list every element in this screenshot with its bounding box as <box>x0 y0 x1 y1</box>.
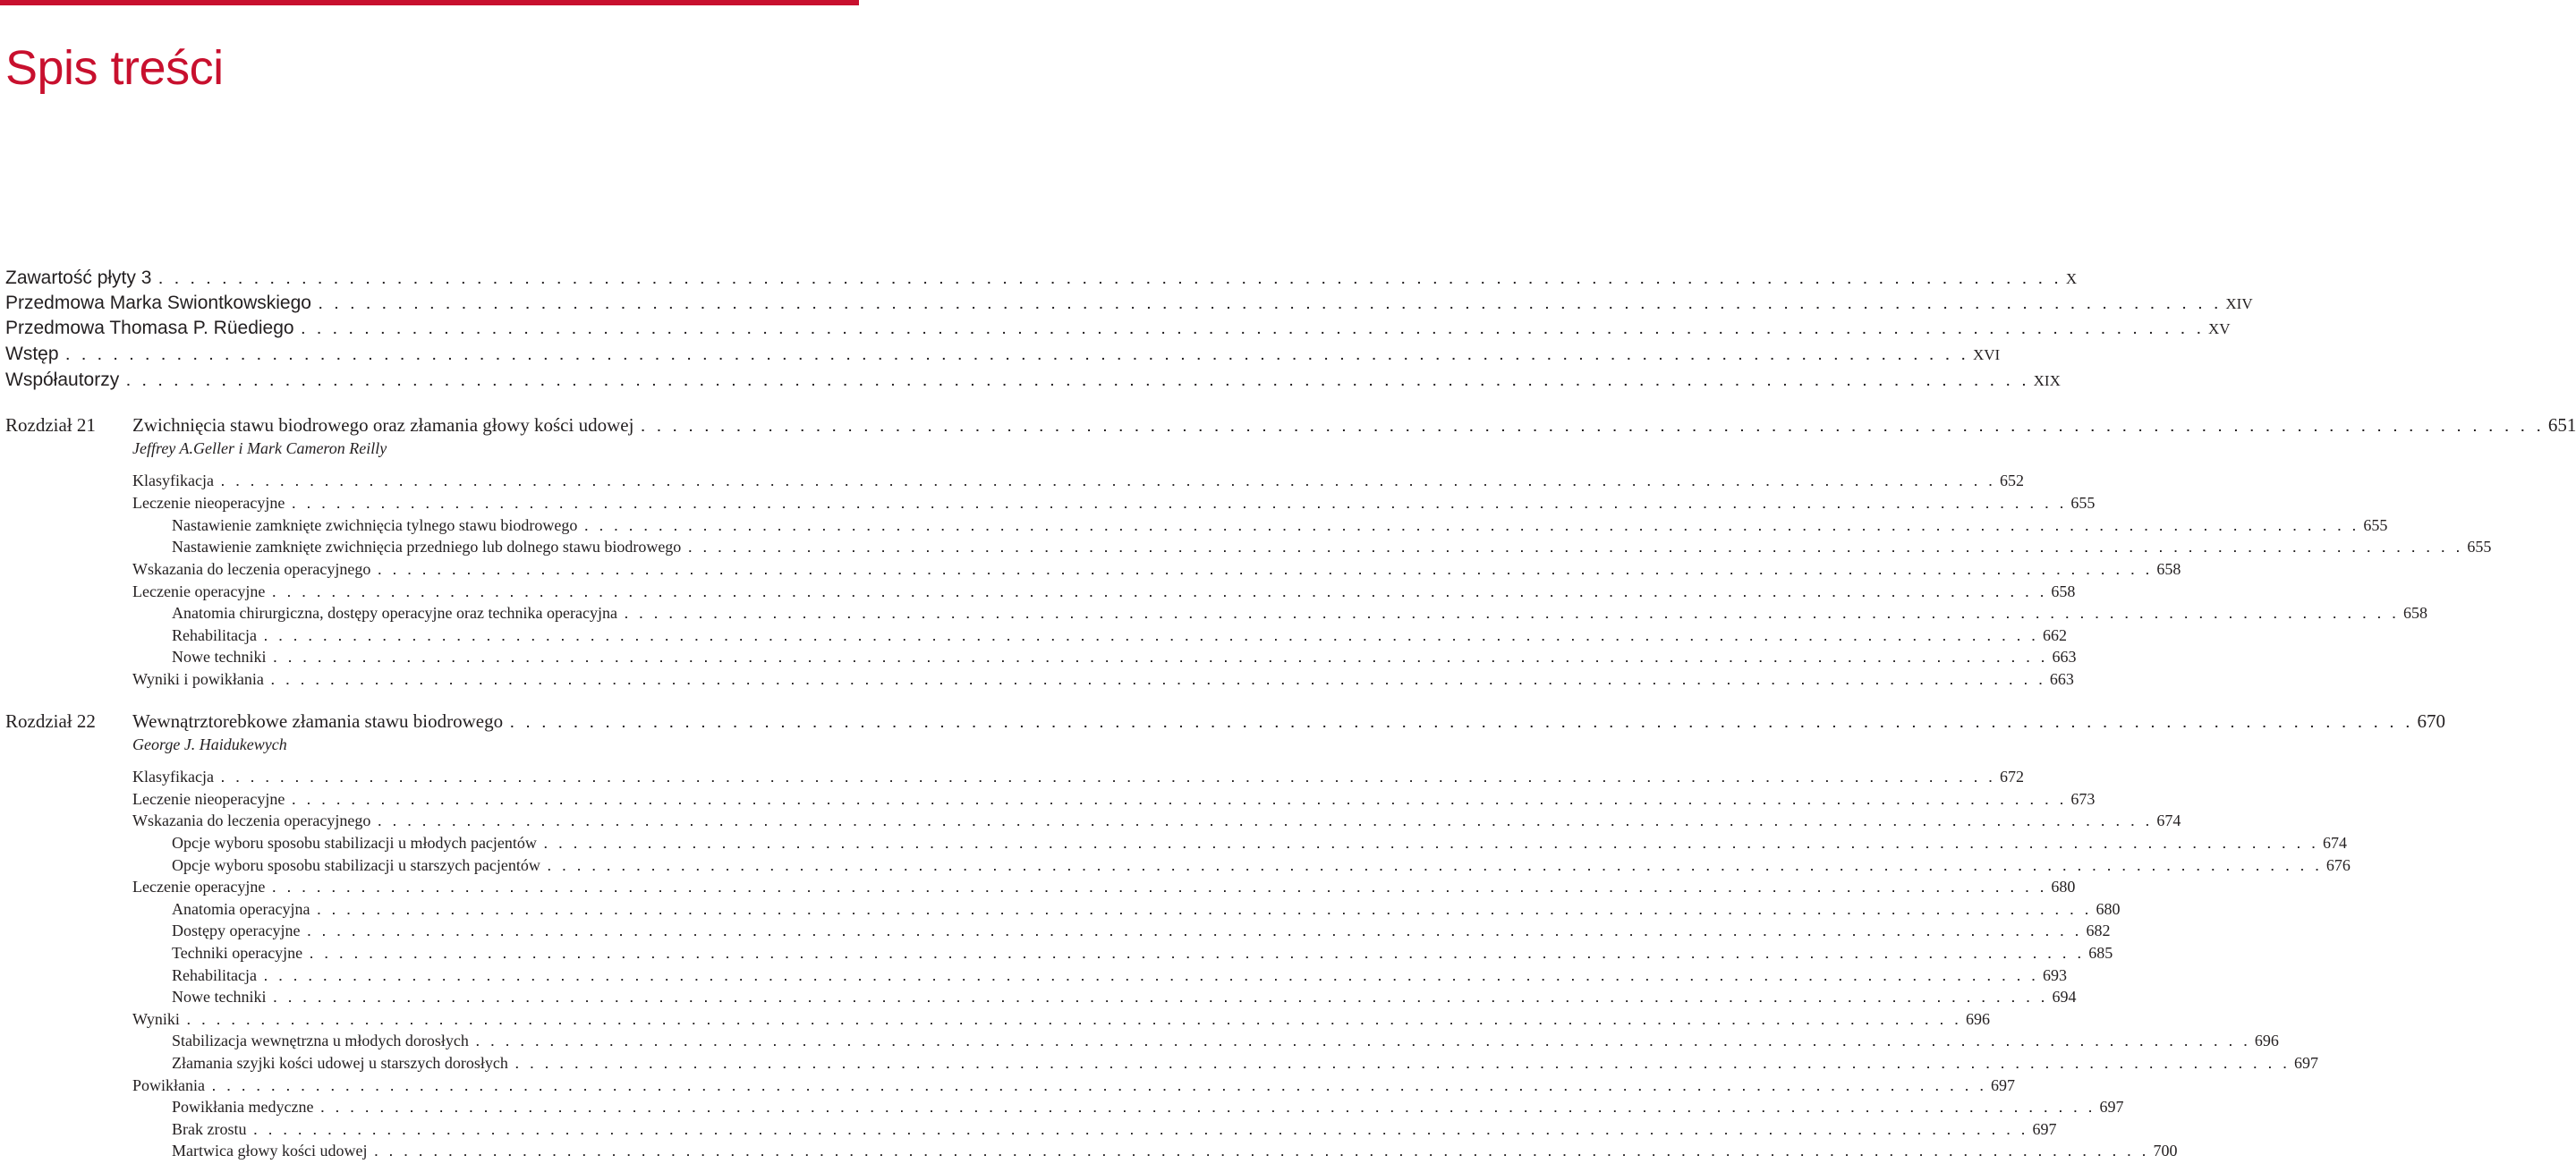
toc-entry[interactable] <box>172 856 2351 875</box>
leader-dots: . . . . . . . . . . . . . . . . . . . . . . . . . . . . . . . . . . . . . . . . . . . . . . . . . . . . . . . . . . . . . . . . . . . . . . . . . . . . . . . . . . . . . . . . . . . . . . . . . . . . . . . . . . . . . . . . . . . . . . . . <box>64 350 1968 364</box>
chapter-title: Wewnątrztorebkowe złamania stawu biodrowego <box>132 710 504 732</box>
toc-entry[interactable] <box>172 966 2067 985</box>
entry-page: 676 <box>2325 856 2351 874</box>
entry-page: 662 <box>2042 626 2067 644</box>
entry-label: Powikłania <box>132 1076 205 1094</box>
entry-label: Przedmowa Marka Swiontkowskiego <box>5 293 311 313</box>
entry-page: X <box>2065 270 2078 287</box>
leader-dots: . . . . . . . . . . . . . . . . . . . . . . . . . . . . . . . . . . . . . . . . . . . . . . . . . . . . . . . . . . . . . . . . . . . . . . . . . . . . . . . . . . . . . . . . . . . . . . . . . . . . . . . . . . . . . . . . . . . . . . . . <box>315 905 2091 918</box>
entry-label: Stabilizacja wewnętrzna u młodych dorosłych <box>172 1032 469 1049</box>
entry-label: Nowe techniki <box>172 988 267 1006</box>
entry-page: 655 <box>2363 516 2388 534</box>
entry-page: 655 <box>2070 494 2096 512</box>
entry-label: Wyniki i powikłania <box>132 670 264 688</box>
entry-label: Opcje wyboru sposobu stabilizacji u starszych pacjentów <box>172 856 540 874</box>
leader-dots: . . . . . . . . . . . . . . . . . . . . . . . . . . . . . . . . . . . . . . . . . . . . . . . . . . . . . . . . . . . . . . . . . . . . . . . . . . . . . . . . . . . . . . . . . . . . . . . . . . . . . . . . . . . . . . . . . . . . . . . . <box>376 565 2152 578</box>
leader-dots: . . . . . . . . . . . . . . . . . . . . . . . . . . . . . . . . . . . . . . . . . . . . . . . . . . . . . . . . . . . . . . . . . . . . . . . . . . . . . . . . . . . . . . . . . . . . . . . . . . . . . . . . . . . . . . . . . . . . . . . . <box>376 816 2152 829</box>
entry-page: 673 <box>2070 790 2096 808</box>
entry-page: XIV <box>2225 295 2253 312</box>
entry-page: 700 <box>2153 1142 2178 1160</box>
entry-label: Techniki operacyjne <box>172 944 303 962</box>
entry-page: 651 <box>2547 414 2576 436</box>
entry-label: Zawartość płyty 3 <box>5 268 152 288</box>
entry-page: 697 <box>2293 1054 2318 1072</box>
leader-dots: . . . . . . . . . . . . . . . . . . . . . . . . . . . . . . . . . . . . . . . . . . . . . . . . . . . . . . . . . . . . . . . . . . . . . . . . . . . . . . . . . . . . . . . . . . . . . . . . . . . . . . . . . . . . . . . . . . . . . . . . <box>372 1146 2148 1160</box>
toc-entry[interactable] <box>172 834 2347 853</box>
toc-entry[interactable] <box>172 988 2077 1007</box>
toc-entry[interactable] <box>172 1120 2057 1139</box>
leader-dots: . . . . . . . . . . . . . . . . . . . . . . . . . . . . . . . . . . . . . . . . . . . . . . . . . . . . . . . . . . . . . . . . . . . . . . . . . . . . . . . . . . . . . . . . . . . . . . . . . . . . . . . . . . . . . . . . . . . . . . . . <box>639 421 2543 436</box>
toc-entry[interactable] <box>172 1054 2318 1073</box>
toc-entry[interactable] <box>132 878 2076 896</box>
leader-dots: . . . . . . . . . . . . . . . . . . . . . . . . . . . . . . . . . . . . . . . . . . . . . . . . . . . . . . . . . . . . . . . . . . . . . . . . . . . . . . . . . . . . . . . . . . . . . . . . . . . . . . . . . . . . . . . . . . . . . . . . <box>545 861 2321 874</box>
toc-entry-front[interactable] <box>5 344 2001 365</box>
entry-page: 658 <box>2156 560 2181 578</box>
entry-label: Złamania szyjki kości udowej u starszych dorosłych <box>172 1054 508 1072</box>
entry-page: 685 <box>2088 944 2113 962</box>
chapter-number: Rozdział 21 <box>5 414 96 436</box>
entry-page: 696 <box>1965 1010 1990 1028</box>
chapter-number: Rozdział 22 <box>5 710 96 732</box>
entry-page: 663 <box>2049 670 2074 688</box>
toc-entry[interactable] <box>132 1010 1990 1029</box>
toc-entry[interactable] <box>172 944 2113 963</box>
chapter-title: Zwichnięcia stawu biodrowego oraz złamania głowy kości udowej <box>132 414 634 436</box>
toc-entry-front[interactable] <box>5 318 2231 339</box>
entry-label: Wyniki <box>132 1010 180 1028</box>
leader-dots: . . . . . . . . . . . . . . . . . . . . . . . . . . . . . . . . . . . . . . . . . . . . . . . . . . . . . . . . . . . . . . . . . . . . . . . . . . . . . . . . . . . . . . . . . . . . . . . . . . . . . . . . . . . . . . . . . . . . . . . . <box>218 772 1994 786</box>
toc-entry[interactable] <box>132 670 2074 689</box>
leader-dots: . . . . . . . . . . . . . . . . . . . . . . . . . . . . . . . . . . . . . . . . . . . . . . . . . . . . . . . . . . . . . . . . . . . . . . . . . . . . . . . . . . . . . . . . . . . . . . . . . . . . . . . . . . . . . . . . . . . . . . . . <box>251 1125 2028 1138</box>
entry-label: Anatomia operacyjna <box>172 900 310 918</box>
leader-dots: . . . . . . . . . . . . . . . . . . . . . . . . . . . . . . . . . . . . . . . . . . . . . . . . . . . . . . . . . . . . . . . . . . . . . . . . . . . . . . . . . . . . . . . . . . . . . . . . . . . . . . . . . . . . . . . . . . . . . . . . <box>210 1081 1986 1094</box>
leader-dots: . . . . . . . . . . . . . . . . . . . . . . . . . . . . . . . . . . . . . . . . . . . . . . . . . . . . . . . . . . . . . . . . . . . . . . . . . . . . . . . . . . . . . . . . . . . . . . . . . . . . . . . . . . . . . . . . . . . . . . . . <box>271 652 2047 666</box>
leader-dots: . . . . . . . . . . . . . . . . . . . . . . . . . . . . . . . . . . . . . . . . . . . . . . . . . . . . . . . . . . . . . . . . . . . . . . . . . . . . . . . . . . . . . . . . . . . . . . . . . . . . . . . . . . . . . . . . . . . . . . . . <box>157 274 2061 288</box>
toc-entry-front[interactable] <box>5 293 2253 314</box>
toc-entry[interactable] <box>132 768 2024 786</box>
leader-dots: . . . . . . . . . . . . . . . . . . . . . . . . . . . . . . . . . . . . . . . . . . . . . . . . . . . . . . . . . . . . . . . . . . . . . . . . . . . . . . . . . . . . . . . . . . . . . . . . . . . . . . . . . . . . . . . . . . . . . . . . <box>218 476 1994 489</box>
leader-dots: . . . . . . . . . . . . . . . . . . . . . . . . . . . . . . . . . . . . . . . . . . . . . . . . . . . . . . . . . . . . . . . . . . . . . . . . . . . . . . . . . . . . . . . . . . . . . . . . . . . . . . . . . . . . . . . . . . . . . . . . <box>290 498 2066 512</box>
entry-page: 672 <box>1999 768 2024 786</box>
entry-page: 674 <box>2156 811 2181 829</box>
entry-label: Nowe techniki <box>172 648 267 666</box>
leader-dots: . . . . . . . . . . . . . . . . . . . . . . . . . . . . . . . . . . . . . . . . . . . . . . . . . . . . . . . . . . . . . . . . . . . . . . . . . . . . . . . . . . . . . . . . . . . . . . . . . . . . . . . . . . . . . . . . . . . . . . . . <box>316 299 2221 313</box>
leader-dots: . . . . . . . . . . . . . . . . . . . . . . . . . . . . . . . . . . . . . . . . . . . . . . . . . . . . . . . . . . . . . . . . . . . . . . . . . . . . . . . . . . . . . . . . . . . . . . . . . . . . . . . . . . . . . . . . . . . . . . . . <box>305 926 2081 939</box>
toc-entry[interactable] <box>172 516 2388 535</box>
top-accent-rule <box>0 0 859 5</box>
entry-label: Opcje wyboru sposobu stabilizacji u młodych pacjentów <box>172 834 537 852</box>
entry-label: Brak zrostu <box>172 1120 247 1138</box>
entry-label: Powikłania medyczne <box>172 1098 314 1116</box>
toc-entry[interactable] <box>172 1032 2279 1050</box>
leader-dots: . . . . . . . . . . . . . . . . . . . . . . . . . . . . . . . . . . . . . . . . . . . . . . . . . . . . . . . . . . . . . . . . . . . . . . . . . . . . . . . . . . . . . . . . . . . . . . . . . . . . . . . . . . . . . . . . . . . . . . . . <box>184 1015 1960 1028</box>
entry-page: 697 <box>2032 1120 2057 1138</box>
leader-dots: . . . . . . . . . . . . . . . . . . . . . . . . . . . . . . . . . . . . . . . . . . . . . . . . . . . . . . . . . . . . . . . . . . . . . . . . . . . . . . . . . . . . . . . . . . . . . . . . . . . . . . . . . . . . . . . . . . . . . . . . <box>124 376 2028 390</box>
leader-dots: . . . . . . . . . . . . . . . . . . . . . . . . . . . . . . . . . . . . . . . . . . . . . . . . . . . . . . . . . . . . . . . . . . . . . . . . . . . . . . . . . . . . . . . . . . . . . . . . . . . . . . . . . . . . . . . . . . . . . . . . <box>582 521 2359 534</box>
entry-label: Martwica głowy kości udowej <box>172 1142 368 1160</box>
entry-page: XIX <box>2033 372 2061 389</box>
entry-label: Dostępy operacyjne <box>172 922 301 939</box>
entry-label: Rehabilitacja <box>172 626 257 644</box>
entry-page: 655 <box>2467 538 2492 556</box>
toc-entry[interactable] <box>172 900 2121 919</box>
leader-dots: . . . . . . . . . . . . . . . . . . . . . . . . . . . . . . . . . . . . . . . . . . . . . . . . . . . . . . . . . . . . . . . . . . . . . . . . . . . . . . . . . . . . . . . . . . . . . . . . . . . . . . . . . . . . . . . . . . . . . . . . <box>686 542 2462 556</box>
entry-label: Leczenie operacyjne <box>132 582 266 600</box>
chapter-authors: George J. Haidukewych <box>132 735 287 753</box>
leader-dots: . . . . . . . . . . . . . . . . . . . . . . . . . . . . . . . . . . . . . . . . . . . . . . . . . . . . . . . . . . . . . . . . . . . . . . . . . . . . . . . . . . . . . . . . . . . . . . . . . . . . . . . . . . . . . . . . . . . . . . . . <box>268 675 2045 688</box>
entry-label: Leczenie nieoperacyjne <box>132 790 285 808</box>
leader-dots: . . . . . . . . . . . . . . . . . . . . . . . . . . . . . . . . . . . . . . . . . . . . . . . . . . . . . . . . . . . . . . . . . . . . . . . . . . . . . . . . . . . . . . . . . . . . . . . . . . . . . . . . . . . . . . . . . . . . . . . . <box>261 971 2037 984</box>
leader-dots: . . . . . . . . . . . . . . . . . . . . . . . . . . . . . . . . . . . . . . . . . . . . . . . . . . . . . . . . . . . . . . . . . . . . . . . . . . . . . . . . . . . . . . . . . . . . . . . . . . . . . . . . . . . . . . . . . . . . . . . . <box>270 587 2046 600</box>
entry-page: 680 <box>2051 878 2076 896</box>
toc-entry[interactable] <box>172 1142 2178 1160</box>
entry-label: Klasyfikacja <box>132 768 214 786</box>
toc-entry-chapter[interactable] <box>132 710 2446 733</box>
entry-page: 697 <box>2099 1098 2124 1116</box>
toc-entry[interactable] <box>172 922 2111 940</box>
leader-dots: . . . . . . . . . . . . . . . . . . . . . . . . . . . . . . . . . . . . . . . . . . . . . . . . . . . . . . . . . . . . . . . . . . . . . . . . . . . . . . . . . . . . . . . . . . . . . . . . . . . . . . . . . . . . . . . . . . . . . . . . <box>270 882 2046 896</box>
toc-entry-front[interactable] <box>5 268 2078 289</box>
leader-dots: . . . . . . . . . . . . . . . . . . . . . . . . . . . . . . . . . . . . . . . . . . . . . . . . . . . . . . . . . . . . . . . . . . . . . . . . . . . . . . . . . . . . . . . . . . . . . . . . . . . . . . . . . . . . . . . . . . . . . . . . <box>308 948 2084 962</box>
toc-entry[interactable] <box>132 811 2181 830</box>
toc-entry[interactable] <box>132 494 2096 513</box>
entry-label: Leczenie nieoperacyjne <box>132 494 285 512</box>
entry-page: 658 <box>2402 604 2427 622</box>
leader-dots: . . . . . . . . . . . . . . . . . . . . . . . . . . . . . . . . . . . . . . . . . . . . . . . . . . . . . . . . . . . . . . . . . . . . . . . . . . . . . . . . . . . . . . . . . . . . . . . . . . . . . . . . . . . . . . . . . . . . . . . . <box>261 631 2037 644</box>
toc-entry[interactable] <box>132 472 2024 490</box>
leader-dots: . . . . . . . . . . . . . . . . . . . . . . . . . . . . . . . . . . . . . . . . . . . . . . . . . . . . . . . . . . . . . . . . . . . . . . . . . . . . . . . . . . . . . . . . . . . . . . . . . . . . . . . . . . . . . . . . . . . . . . . . <box>473 1036 2249 1049</box>
entry-page: XVI <box>1972 346 2001 363</box>
entry-label: Przedmowa Thomasa P. Rüediego <box>5 318 294 338</box>
leader-dots: . . . . . . . . . . . . . . . . . . . . . . . . . . . . . . . . . . . . . . . . . . . . . . . . . . . . . . . . . . . . . . . . . . . . . . . . . . . . . . . . . . . . . . . . . . . . . . . . . . . . . . . . . . . . . . . . . . . . . . . . <box>271 992 2047 1006</box>
entry-label: Współautorzy <box>5 370 120 390</box>
entry-page: 663 <box>2052 648 2077 666</box>
entry-label: Leczenie operacyjne <box>132 878 266 896</box>
toc-entry-chapter[interactable] <box>132 414 2576 437</box>
entry-page: 693 <box>2042 966 2067 984</box>
leader-dots: . . . . . . . . . . . . . . . . . . . . . . . . . . . . . . . . . . . . . . . . . . . . . . . . . . . . . . . . . . . . . . . . . . . . . . . . . . . . . . . . . . . . . . . . . . . . . . . . . . . . . . . . . . . . . . . . . . . . . . . . <box>508 718 2412 732</box>
toc-entry-front[interactable] <box>5 370 2061 391</box>
toc-entry[interactable] <box>172 604 2427 623</box>
entry-page: 652 <box>1999 472 2024 489</box>
leader-dots: . . . . . . . . . . . . . . . . . . . . . . . . . . . . . . . . . . . . . . . . . . . . . . . . . . . . . . . . . . . . . . . . . . . . . . . . . . . . . . . . . . . . . . . . . . . . . . . . . . . . . . . . . . . . . . . . . . . . . . . . <box>513 1058 2289 1072</box>
entry-page: 658 <box>2051 582 2076 600</box>
entry-page: 670 <box>2417 710 2446 732</box>
entry-page: 696 <box>2254 1032 2279 1049</box>
entry-label: Wskazania do leczenia operacyjnego <box>132 811 371 829</box>
toc-entry[interactable] <box>132 560 2181 579</box>
toc-entry[interactable] <box>132 1076 2016 1095</box>
entry-page: 674 <box>2322 834 2347 852</box>
entry-label: Klasyfikacja <box>132 472 214 489</box>
entry-label: Wstęp <box>5 344 59 364</box>
chapter-authors: Jeffrey A.Geller i Mark Cameron Reilly <box>132 439 387 457</box>
leader-dots: . . . . . . . . . . . . . . . . . . . . . . . . . . . . . . . . . . . . . . . . . . . . . . . . . . . . . . . . . . . . . . . . . . . . . . . . . . . . . . . . . . . . . . . . . . . . . . . . . . . . . . . . . . . . . . . . . . . . . . . . <box>622 608 2398 622</box>
leader-dots: . . . . . . . . . . . . . . . . . . . . . . . . . . . . . . . . . . . . . . . . . . . . . . . . . . . . . . . . . . . . . . . . . . . . . . . . . . . . . . . . . . . . . . . . . . . . . . . . . . . . . . . . . . . . . . . . . . . . . . . . <box>319 1102 2095 1116</box>
page-title: Spis treści <box>5 41 224 95</box>
toc-entry[interactable] <box>172 1098 2124 1117</box>
leader-dots: . . . . . . . . . . . . . . . . . . . . . . . . . . . . . . . . . . . . . . . . . . . . . . . . . . . . . . . . . . . . . . . . . . . . . . . . . . . . . . . . . . . . . . . . . . . . . . . . . . . . . . . . . . . . . . . . . . . . . . . . <box>290 794 2066 808</box>
entry-label: Anatomia chirurgiczna, dostępy operacyjne oraz technika operacyjna <box>172 604 617 622</box>
toc-entry[interactable] <box>132 582 2076 601</box>
toc-entry[interactable] <box>132 790 2096 809</box>
toc-entry[interactable] <box>172 648 2077 667</box>
leader-dots: . . . . . . . . . . . . . . . . . . . . . . . . . . . . . . . . . . . . . . . . . . . . . . . . . . . . . . . . . . . . . . . . . . . . . . . . . . . . . . . . . . . . . . . . . . . . . . . . . . . . . . . . . . . . . . . . . . . . . . . . <box>541 838 2317 852</box>
entry-page: XV <box>2208 320 2231 337</box>
toc-entry[interactable] <box>172 626 2067 645</box>
entry-page: 694 <box>2052 988 2077 1006</box>
entry-page: 682 <box>2086 922 2111 939</box>
entry-label: Nastawienie zamknięte zwichnięcia tylnego stawu biodrowego <box>172 516 578 534</box>
toc-entry[interactable] <box>172 538 2492 557</box>
leader-dots: . . . . . . . . . . . . . . . . . . . . . . . . . . . . . . . . . . . . . . . . . . . . . . . . . . . . . . . . . . . . . . . . . . . . . . . . . . . . . . . . . . . . . . . . . . . . . . . . . . . . . . . . . . . . . . . . . . . . . . . . <box>299 324 2204 338</box>
entry-label: Wskazania do leczenia operacyjnego <box>132 560 371 578</box>
entry-page: 680 <box>2096 900 2121 918</box>
entry-label: Nastawienie zamknięte zwichnięcia przedniego lub dolnego stawu biodrowego <box>172 538 682 556</box>
entry-page: 697 <box>1991 1076 2016 1094</box>
entry-label: Rehabilitacja <box>172 966 257 984</box>
